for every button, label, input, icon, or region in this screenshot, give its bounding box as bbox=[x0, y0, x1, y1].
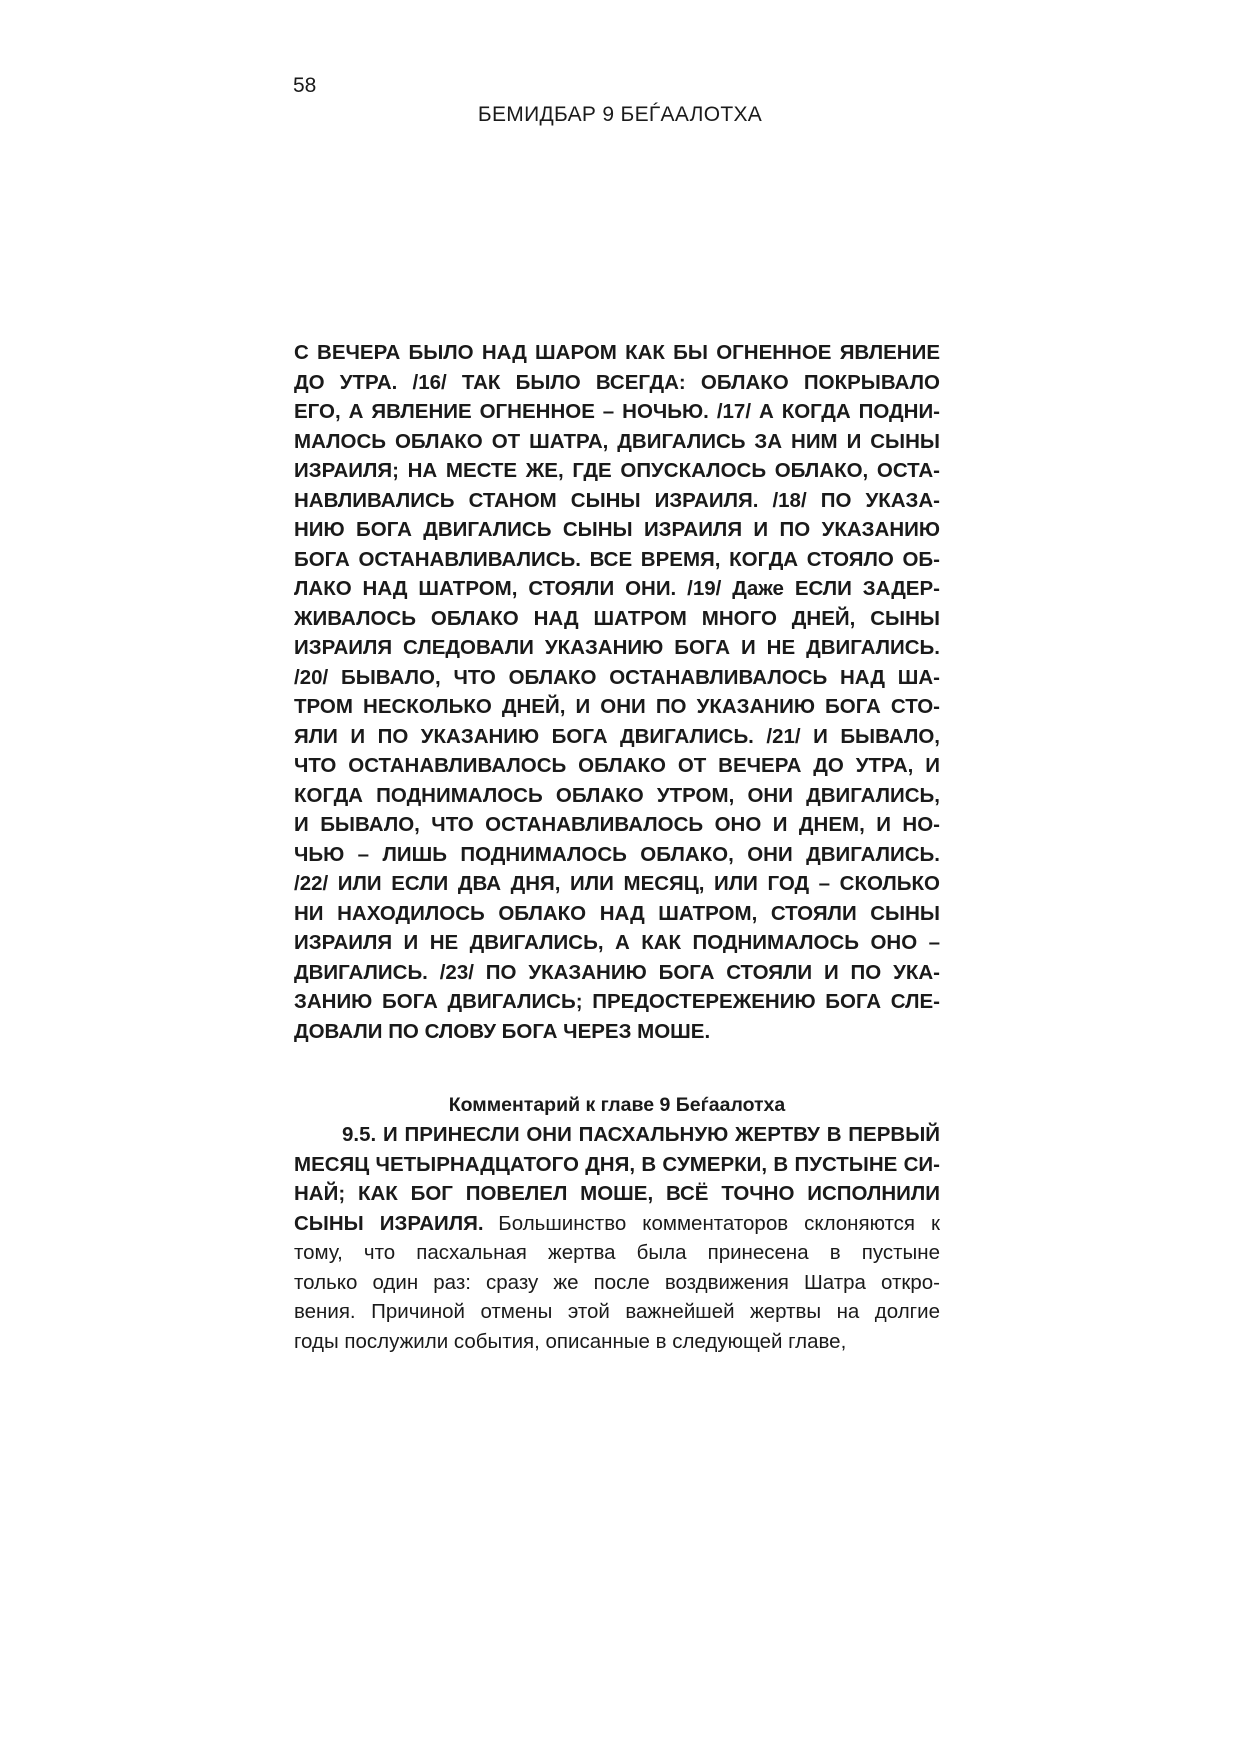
scripture-line: ИЗРАИЛЯ И НЕ ДВИГАЛИСЬ, А КАК ПОДНИМАЛОСЬ ОНО – bbox=[294, 931, 940, 954]
scripture-line: ТРОМ НЕСКОЛЬКО ДНЕЙ, И ОНИ ПО УКАЗАНИЮ БОГА СТО- bbox=[294, 695, 940, 718]
scripture-line: ДВИГАЛИСЬ. /23/ ПО УКАЗАНИЮ БОГА СТОЯЛИ И ПО УКА- bbox=[294, 960, 940, 984]
commentary-verse-end: СЫНЫ ИЗРАИЛЯ. bbox=[294, 1211, 484, 1235]
scripture-line: С ВЕЧЕРА БЫЛО НАД ШАРОМ КАК БЫ ОГНЕННОЕ ЯВЛЕНИЕ bbox=[294, 341, 940, 364]
scripture-line: /20/ БЫВАЛО, ЧТО ОБЛАКО ОСТАНАВЛИВАЛОСЬ НАД ША- bbox=[294, 665, 940, 689]
scripture-line: /22/ ИЛИ ЕСЛИ ДВА ДНЯ, ИЛИ МЕСЯЦ, ИЛИ ГОД – СКОЛЬКО bbox=[294, 872, 940, 895]
commentary-heading: Комментарий к главе 9 Беѓаалотха bbox=[448, 1094, 786, 1116]
scripture-line: ЖИВАЛОСЬ ОБЛАКО НАД ШАТРОМ МНОГО ДНЕЙ, СЫНЫ bbox=[294, 606, 940, 630]
commentary-body-line: годы послужили события, описанные в следующей главе, bbox=[294, 1329, 847, 1353]
commentary-body-line: тому, что пасхальная жертва была принесена в пустыне bbox=[294, 1241, 940, 1264]
scripture-line: КОГДА ПОДНИМАЛОСЬ ОБЛАКО УТРОМ, ОНИ ДВИГАЛИСЬ, bbox=[294, 783, 940, 807]
commentary-text bbox=[294, 1120, 940, 1356]
scripture-text bbox=[294, 338, 940, 1046]
scripture-line: ЧТО ОСТАНАВЛИВАЛОСЬ ОБЛАКО ОТ ВЕЧЕРА ДО УТРА, И bbox=[294, 754, 940, 777]
scripture-line: ЯЛИ И ПО УКАЗАНИЮ БОГА ДВИГАЛИСЬ. /21/ И БЫВАЛО, bbox=[294, 724, 940, 748]
commentary-verse-line: МЕСЯЦ ЧЕТЫРНАДЦАТОГО ДНЯ, В СУМЕРКИ, В ПУСТЫНЕ СИ- bbox=[294, 1152, 940, 1176]
page-number: 58 bbox=[293, 74, 317, 97]
scripture-line: МАЛОСЬ ОБЛАКО ОТ ШАТРА, ДВИГАЛИСЬ ЗА НИМ И СЫНЫ bbox=[294, 429, 940, 453]
scripture-line: ДОВАЛИ ПО СЛОВУ БОГА ЧЕРЕЗ МОШЕ. bbox=[294, 1019, 711, 1043]
scripture-line: И БЫВАЛО, ЧТО ОСТАНАВЛИВАЛОСЬ ОНО И ДНЕМ, И НО- bbox=[294, 813, 940, 836]
scripture-line: ИЗРАИЛЯ СЛЕДОВАЛИ УКАЗАНИЮ БОГА И НЕ ДВИГАЛИСЬ. bbox=[294, 636, 940, 659]
scripture-line: НИ НАХОДИЛОСЬ ОБЛАКО НАД ШАТРОМ, СТОЯЛИ СЫНЫ bbox=[294, 901, 940, 925]
running-header: БЕМИДБАР 9 БЕЃААЛОТХА bbox=[477, 103, 763, 126]
commentary-body-line: вения. Причиной отмены этой важнейшей жертвы на долгие bbox=[294, 1300, 940, 1323]
commentary-mixed-line bbox=[294, 1209, 940, 1239]
scripture-line: ЧЬЮ – ЛИШЬ ПОДНИМАЛОСЬ ОБЛАКО, ОНИ ДВИГАЛИСЬ. bbox=[294, 842, 940, 866]
scripture-line: НИЮ БОГА ДВИГАЛИСЬ СЫНЫ ИЗРАИЛЯ И ПО УКАЗАНИЮ bbox=[294, 518, 940, 541]
scripture-line: ЕГО, А ЯВЛЕНИЕ ОГНЕННОЕ – НОЧЬЮ. /17/ А КОГДА ПОДНИ- bbox=[294, 400, 940, 423]
scripture-line: ЗАНИЮ БОГА ДВИГАЛИСЬ; ПРЕДОСТЕРЕЖЕНИЮ БОГА СЛЕ- bbox=[294, 990, 940, 1013]
scripture-line: БОГА ОСТАНАВЛИВАЛИСЬ. ВСЕ ВРЕМЯ, КОГДА СТОЯЛО ОБ- bbox=[294, 547, 940, 571]
commentary-body-line: только один раз: сразу же после воздвижения Шатра откро- bbox=[294, 1270, 940, 1294]
scripture-line: НАВЛИВАЛИСЬ СТАНОМ СЫНЫ ИЗРАИЛЯ. /18/ ПО УКАЗА- bbox=[294, 488, 940, 512]
commentary-verse-line: НАЙ; КАК БОГ ПОВЕЛЕЛ МОШЕ, ВСЁ ТОЧНО ИСПОЛНИЛИ bbox=[294, 1182, 940, 1205]
scripture-line: ДО УТРА. /16/ ТАК БЫЛО ВСЕГДА: ОБЛАКО ПОКРЫВАЛО bbox=[294, 370, 940, 394]
scripture-line: ЛАКО НАД ШАТРОМ, СТОЯЛИ ОНИ. /19/ Даже ЕСЛИ ЗАДЕР- bbox=[294, 577, 940, 600]
commentary-verse-line: 9.5. И ПРИНЕСЛИ ОНИ ПАСХАЛЬНУЮ ЖЕРТВУ В ПЕРВЫЙ bbox=[342, 1123, 940, 1146]
scripture-line: ИЗРАИЛЯ; НА МЕСТЕ ЖЕ, ГДЕ ОПУСКАЛОСЬ ОБЛАКО, ОСТА- bbox=[294, 459, 940, 482]
commentary-body-start: Большинство комментаторов склоняются к bbox=[498, 1211, 940, 1235]
page-content bbox=[294, 338, 940, 1356]
